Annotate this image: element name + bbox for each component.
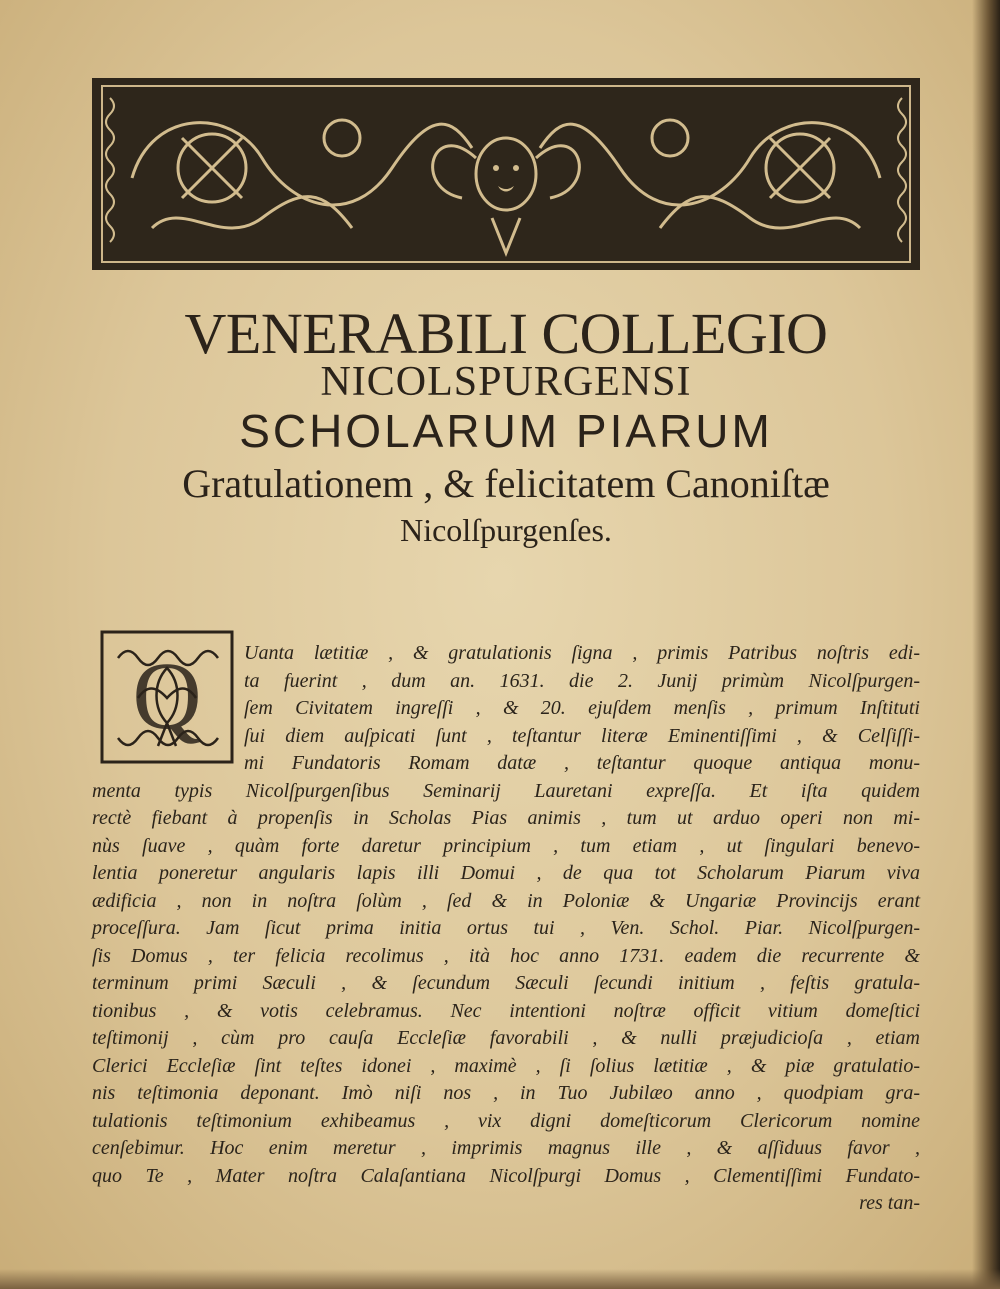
text-line: Clerici Eccleſiæ ſint teſtes idonei , maximè , ſi ſolius lætitiæ , & piæ gratulatio- [92, 1054, 920, 1077]
text-line: rectè fiebant à propenſis in Scholas Pias animis , tum ut arduo operi non mi- [92, 807, 920, 829]
text-line: nùs ſuave , quàm forte daretur principium , tum etiam , ut ſingulari benevo- [92, 834, 920, 857]
initial-letter: Q [132, 642, 202, 749]
ornamental-headpiece [92, 78, 920, 270]
title-line-2: NICOLSPURGENSI [320, 359, 692, 405]
page-bottom-shadow [0, 1269, 1000, 1289]
text-line: mi Fundatoris Romam datæ , teſtantur quoque antiqua monu- [244, 752, 920, 774]
text-line: Uanta lætitiæ , & gratulationis ſigna , primis Patribus noſtris edi- [244, 642, 920, 664]
text-line: ta fuerint , dum an. 1631. die 2. Junij primùm Nicolſpurgen- [244, 669, 920, 692]
text-line: teſtimonij , cùm pro cauſa Eccleſiæ favorabili , & nulli præjudicioſa , etiam [92, 1027, 920, 1049]
text-line: proceſſura. Jam ſicut prima initia ortus tui , Ven. Schol. Piar. Nicolſpurgen- [92, 917, 920, 939]
text-line: ædificia , non in noſtra ſolùm , ſed & in Poloniæ & Ungariæ Provincijs erant [92, 889, 920, 912]
text-line: quo Te , Mater noſtra Calaſantiana Nicolſpurgi Domus , Clementiſſimi Fundato- [92, 1164, 920, 1187]
text-line: terminum primi Sæculi , & ſecundum Sæculi ſecundi initium , feſtis gratula- [92, 972, 920, 994]
catchword: res tan- [859, 1192, 920, 1214]
page-edge-shadow [972, 0, 1000, 1289]
text-line: cenſebimur. Hoc enim meretur , imprimis magnus ille , & aſſiduus favor , [92, 1137, 920, 1159]
text-line: menta typis Nicolſpurgenſibus Seminarij Lauretani expreſſa. Et iſta quidem [92, 779, 920, 802]
text-line: lentia poneretur angularis lapis illi Domui , de qua tot Scholarum Piarum viva [92, 862, 920, 884]
text-line: tionibus , & votis celebramus. Nec intentioni noſtræ officit vitium domeſtici [92, 999, 920, 1022]
text-line: ſui diem auſpicati ſunt , teſtantur literæ Eminentiſſimi , & Celſiſſi- [244, 724, 920, 747]
text-line: nis teſtimonia deponant. Imò niſi nos , in Tuo Jubilæo anno , quodpiam gra- [92, 1082, 920, 1104]
text-line: ſis Domus , ter felicia recolimus , ità hoc anno 1731. eadem die recurrente & [92, 944, 920, 967]
title-line-5: Nicolſpurgenſes. [400, 512, 612, 548]
title-line-1: VENERABILI COLLEGIO [184, 301, 828, 366]
text-line: ſem Civitatem ingreſſi , & 20. ejuſdem menſis , primum Inſtituti [244, 697, 920, 719]
title-line-3: SCHOLARUM PIARUM [239, 405, 773, 457]
text-line: tulationis teſtimonium exhibeamus , vix digni domeſticorum Clericorum nomine [92, 1109, 920, 1132]
body-text [92, 640, 920, 1218]
title-line-4: Gratulationem , & felicitatem Canoniſtæ [182, 461, 830, 506]
